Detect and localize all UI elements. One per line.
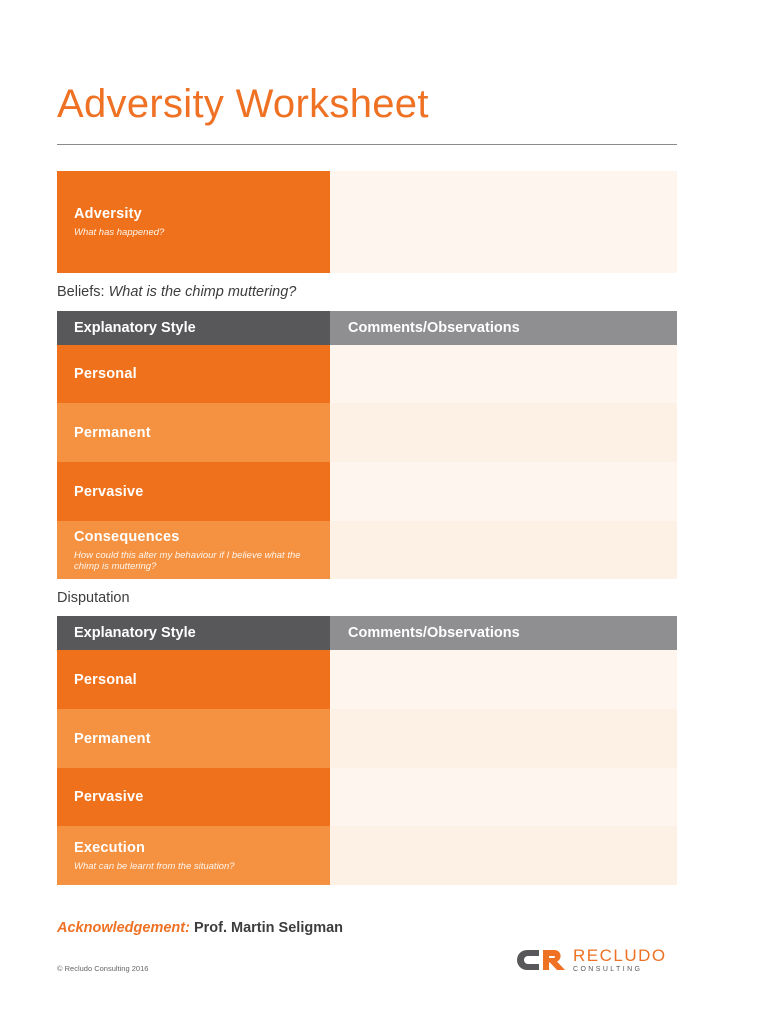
row-label: Personal bbox=[74, 366, 137, 382]
beliefs-header-right: Comments/Observations bbox=[330, 311, 677, 345]
disputation-row-input[interactable] bbox=[330, 768, 677, 826]
beliefs-header-left: Explanatory Style bbox=[57, 311, 330, 345]
disputation-row-permanent bbox=[57, 709, 677, 768]
adversity-label: Adversity bbox=[74, 206, 142, 222]
disputation-row-input[interactable] bbox=[330, 650, 677, 709]
page-title: Adversity Worksheet bbox=[57, 82, 429, 126]
adversity-label-cell bbox=[57, 171, 330, 273]
disputation-row-label-cell bbox=[57, 768, 330, 826]
disputation-row-label-cell bbox=[57, 650, 330, 709]
beliefs-table-header bbox=[57, 311, 677, 345]
logo-text bbox=[573, 947, 667, 973]
adversity-row bbox=[57, 171, 677, 273]
beliefs-row-input[interactable] bbox=[330, 521, 677, 579]
disputation-row-label-cell bbox=[57, 709, 330, 768]
row-label: Permanent bbox=[74, 424, 151, 441]
disputation-row-input[interactable] bbox=[330, 709, 677, 768]
beliefs-row-label-cell bbox=[57, 345, 330, 403]
beliefs-row-pervasive bbox=[57, 462, 677, 521]
disputation-row-pervasive bbox=[57, 768, 677, 826]
row-label: Pervasive bbox=[74, 789, 144, 805]
recludo-logo-icon bbox=[517, 946, 567, 974]
beliefs-row-label-cell bbox=[57, 521, 330, 579]
acknowledgement-key: Acknowledgement: bbox=[57, 920, 190, 936]
beliefs-row-personal bbox=[57, 345, 677, 403]
disputation-row-label-cell bbox=[57, 826, 330, 885]
adversity-input-cell[interactable] bbox=[330, 171, 677, 273]
copyright-text: © Recludo Consulting 2016 bbox=[57, 964, 149, 973]
logo-tagline: CONSULTING bbox=[573, 966, 643, 973]
disputation-row-personal bbox=[57, 650, 677, 709]
beliefs-row-input[interactable] bbox=[330, 403, 677, 462]
row-label: Consequences bbox=[74, 528, 180, 545]
acknowledgement bbox=[57, 920, 343, 936]
beliefs-row-input[interactable] bbox=[330, 345, 677, 403]
adversity-hint: What has happened? bbox=[74, 227, 165, 238]
beliefs-row-input[interactable] bbox=[330, 462, 677, 521]
disputation-row-execution bbox=[57, 826, 677, 885]
beliefs-question: What is the chimp muttering? bbox=[108, 284, 297, 300]
beliefs-row-permanent bbox=[57, 403, 677, 462]
disputation-header-left: Explanatory Style bbox=[57, 616, 330, 650]
recludo-logo bbox=[517, 944, 679, 976]
row-label: Personal bbox=[74, 671, 137, 688]
beliefs-row-label-cell bbox=[57, 403, 330, 462]
beliefs-heading bbox=[57, 284, 296, 300]
row-hint: What can be learnt from the situation? bbox=[74, 860, 235, 872]
beliefs-row-consequences bbox=[57, 521, 677, 579]
row-label: Execution bbox=[74, 839, 146, 856]
acknowledgement-value: Prof. Martin Seligman bbox=[193, 920, 344, 936]
row-hint: How could this alter my behaviour if I believe what the chimp is muttering? bbox=[74, 549, 301, 572]
title-divider bbox=[57, 144, 677, 145]
logo-name: RECLUDO bbox=[573, 946, 667, 965]
beliefs-row-label-cell bbox=[57, 462, 330, 521]
disputation-heading: Disputation bbox=[57, 590, 130, 606]
row-label: Pervasive bbox=[74, 483, 144, 500]
disputation-table-header bbox=[57, 616, 677, 650]
disputation-row-input[interactable] bbox=[330, 826, 677, 885]
beliefs-prefix: Beliefs: bbox=[57, 284, 105, 300]
disputation-header-right: Comments/Observations bbox=[330, 616, 677, 650]
row-label: Permanent bbox=[74, 730, 151, 747]
